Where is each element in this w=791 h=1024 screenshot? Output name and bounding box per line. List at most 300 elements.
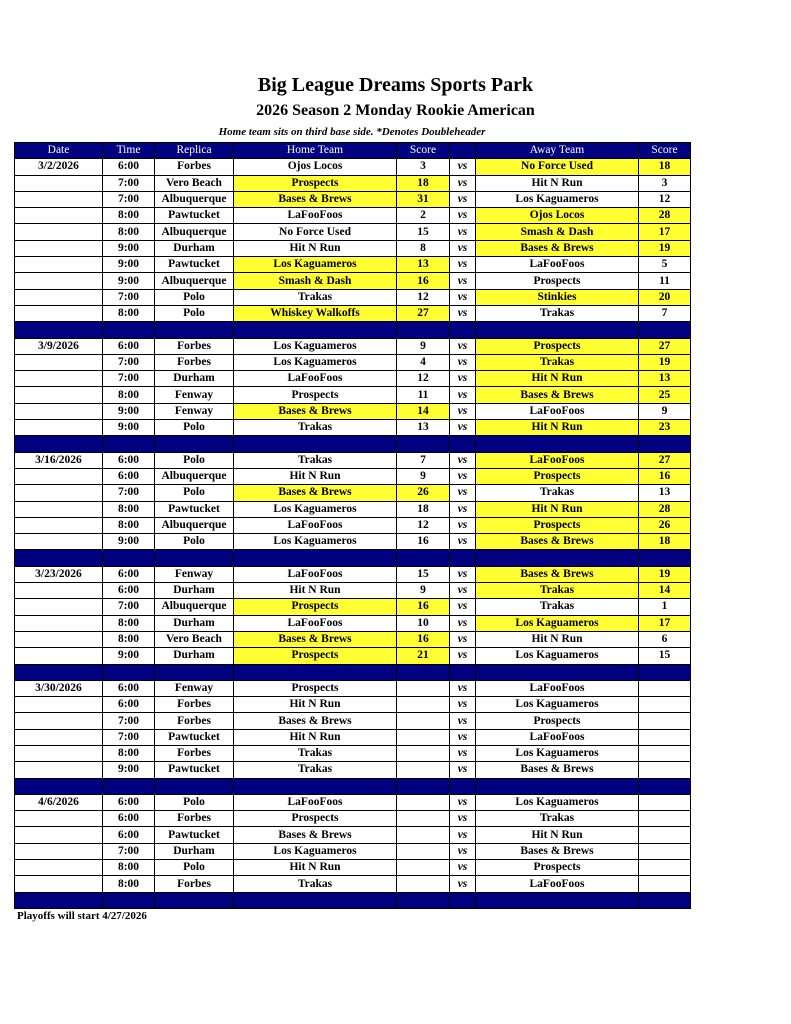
date-cell [15, 387, 103, 403]
replica-cell: Albuquerque [155, 468, 234, 484]
separator-cell [639, 664, 691, 680]
vs-cell: vs [450, 208, 476, 224]
away-score-cell: 14 [639, 583, 691, 599]
separator-cell [639, 550, 691, 566]
home-score-cell: 12 [397, 289, 450, 305]
vs-cell: vs [450, 876, 476, 892]
home-team-cell: Bases & Brews [234, 827, 397, 843]
replica-cell: Durham [155, 648, 234, 664]
home-score-cell: 9 [397, 583, 450, 599]
separator-cell [155, 892, 234, 908]
table-row [15, 257, 691, 273]
header-home-score: Score [397, 143, 450, 159]
away-team-cell: Bases & Brews [476, 566, 639, 582]
away-team-cell: Prospects [476, 468, 639, 484]
table-row [15, 517, 691, 533]
table-row [15, 697, 691, 713]
home-team-cell: Bases & Brews [234, 631, 397, 647]
date-cell [15, 224, 103, 240]
date-cell [15, 420, 103, 436]
away-score-cell [639, 680, 691, 696]
date-cell [15, 240, 103, 256]
home-score-cell: 18 [397, 501, 450, 517]
home-team-cell: LaFooFoos [234, 615, 397, 631]
table-row [15, 729, 691, 745]
separator-cell [234, 550, 397, 566]
home-score-cell: 12 [397, 517, 450, 533]
home-team-cell: No Force Used [234, 224, 397, 240]
home-score-cell: 4 [397, 354, 450, 370]
table-row [15, 159, 691, 175]
page-subtitle: 2026 Season 2 Monday Rookie American [256, 102, 535, 119]
separator-cell [450, 664, 476, 680]
away-team-cell: Los Kaguameros [476, 648, 639, 664]
away-score-cell: 19 [639, 566, 691, 582]
vs-cell: vs [450, 631, 476, 647]
replica-cell: Polo [155, 452, 234, 468]
vs-cell: vs [450, 843, 476, 859]
table-row [15, 501, 691, 517]
away-team-cell: Hit N Run [476, 175, 639, 191]
time-cell: 8:00 [103, 517, 155, 533]
vs-cell: vs [450, 566, 476, 582]
replica-cell: Durham [155, 240, 234, 256]
home-team-cell: LaFooFoos [234, 517, 397, 533]
time-cell: 6:00 [103, 468, 155, 484]
table-row [15, 208, 691, 224]
away-score-cell [639, 713, 691, 729]
time-cell: 8:00 [103, 860, 155, 876]
home-team-cell: Prospects [234, 648, 397, 664]
separator-cell [155, 664, 234, 680]
date-cell: 3/2/2026 [15, 159, 103, 175]
home-team-cell: Hit N Run [234, 860, 397, 876]
away-score-cell: 5 [639, 257, 691, 273]
time-cell: 9:00 [103, 403, 155, 419]
replica-cell: Albuquerque [155, 517, 234, 533]
home-team-cell: LaFooFoos [234, 794, 397, 810]
vs-cell: vs [450, 534, 476, 550]
home-score-cell: 15 [397, 566, 450, 582]
replica-cell: Fenway [155, 566, 234, 582]
away-team-cell: Bases & Brews [476, 534, 639, 550]
time-cell: 9:00 [103, 273, 155, 289]
away-score-cell: 7 [639, 305, 691, 321]
away-team-cell: Hit N Run [476, 631, 639, 647]
time-cell: 9:00 [103, 240, 155, 256]
replica-cell: Forbes [155, 354, 234, 370]
separator-cell [103, 550, 155, 566]
table-row [15, 794, 691, 810]
away-team-cell: Prospects [476, 713, 639, 729]
separator-cell [15, 550, 103, 566]
home-score-cell: 16 [397, 599, 450, 615]
away-score-cell [639, 843, 691, 859]
header-away-team: Away Team [476, 143, 639, 159]
date-cell: 4/6/2026 [15, 794, 103, 810]
table-row [15, 273, 691, 289]
home-score-cell: 27 [397, 305, 450, 321]
away-score-cell: 18 [639, 534, 691, 550]
vs-cell: vs [450, 811, 476, 827]
away-score-cell: 19 [639, 240, 691, 256]
away-score-cell [639, 811, 691, 827]
vs-cell: vs [450, 159, 476, 175]
date-cell: 3/30/2026 [15, 680, 103, 696]
home-score-cell: 8 [397, 240, 450, 256]
home-score-cell [397, 827, 450, 843]
away-score-cell: 25 [639, 387, 691, 403]
replica-cell: Fenway [155, 403, 234, 419]
home-team-cell: Los Kaguameros [234, 501, 397, 517]
separator-cell [103, 322, 155, 338]
home-score-cell: 9 [397, 468, 450, 484]
header-time: Time [103, 143, 155, 159]
away-team-cell: Los Kaguameros [476, 191, 639, 207]
away-team-cell: Ojos Locos [476, 208, 639, 224]
time-cell: 8:00 [103, 208, 155, 224]
date-cell [15, 208, 103, 224]
header-away-score: Score [639, 143, 691, 159]
separator-cell [234, 322, 397, 338]
time-cell: 8:00 [103, 501, 155, 517]
table-row [15, 224, 691, 240]
separator-cell [476, 550, 639, 566]
vs-cell: vs [450, 354, 476, 370]
time-cell: 6:00 [103, 680, 155, 696]
vs-cell: vs [450, 517, 476, 533]
home-score-cell: 12 [397, 371, 450, 387]
vs-cell: vs [450, 713, 476, 729]
home-score-cell: 21 [397, 648, 450, 664]
vs-cell: vs [450, 648, 476, 664]
home-score-cell: 11 [397, 387, 450, 403]
separator-cell [476, 436, 639, 452]
home-team-cell: Hit N Run [234, 240, 397, 256]
replica-cell: Fenway [155, 680, 234, 696]
separator-cell [234, 664, 397, 680]
replica-cell: Pawtucket [155, 729, 234, 745]
time-cell: 6:00 [103, 338, 155, 354]
time-cell: 7:00 [103, 485, 155, 501]
replica-cell: Albuquerque [155, 273, 234, 289]
replica-cell: Forbes [155, 876, 234, 892]
home-score-cell: 16 [397, 273, 450, 289]
separator-cell [397, 664, 450, 680]
separator-cell [234, 778, 397, 794]
separator-cell [639, 436, 691, 452]
time-cell: 6:00 [103, 811, 155, 827]
separator-cell [450, 778, 476, 794]
vs-cell: vs [450, 615, 476, 631]
away-team-cell: Los Kaguameros [476, 697, 639, 713]
table-row [15, 452, 691, 468]
table-row [15, 305, 691, 321]
page-title: Big League Dreams Sports Park [257, 74, 534, 96]
home-team-cell: Prospects [234, 387, 397, 403]
away-team-cell: Bases & Brews [476, 762, 639, 778]
table-row [15, 387, 691, 403]
table-row [15, 599, 691, 615]
table-row [15, 876, 691, 892]
table-row [15, 680, 691, 696]
home-team-cell: Prospects [234, 599, 397, 615]
table-row [15, 583, 691, 599]
vs-cell: vs [450, 501, 476, 517]
playoffs-note: Playoffs will start 4/27/2026 [17, 910, 147, 922]
away-team-cell: Los Kaguameros [476, 615, 639, 631]
separator-cell [639, 322, 691, 338]
time-cell: 8:00 [103, 876, 155, 892]
vs-cell: vs [450, 305, 476, 321]
away-team-cell: Stinkies [476, 289, 639, 305]
home-team-cell: Bases & Brews [234, 191, 397, 207]
separator-cell [397, 550, 450, 566]
separator-cell [450, 550, 476, 566]
away-team-cell: LaFooFoos [476, 257, 639, 273]
home-score-cell: 16 [397, 631, 450, 647]
away-score-cell [639, 745, 691, 761]
replica-cell: Durham [155, 371, 234, 387]
away-score-cell: 19 [639, 354, 691, 370]
away-team-cell: LaFooFoos [476, 403, 639, 419]
away-score-cell: 15 [639, 648, 691, 664]
home-team-cell: Hit N Run [234, 468, 397, 484]
header-vs [450, 143, 476, 159]
separator-cell [450, 892, 476, 908]
vs-cell: vs [450, 387, 476, 403]
date-cell [15, 599, 103, 615]
separator-cell [397, 892, 450, 908]
time-cell: 7:00 [103, 354, 155, 370]
schedule-body [15, 159, 691, 909]
home-team-cell: Ojos Locos [234, 159, 397, 175]
replica-cell: Durham [155, 583, 234, 599]
replica-cell: Pawtucket [155, 501, 234, 517]
date-cell [15, 468, 103, 484]
home-score-cell [397, 713, 450, 729]
away-score-cell [639, 794, 691, 810]
away-score-cell: 27 [639, 338, 691, 354]
home-score-cell [397, 860, 450, 876]
home-team-cell: Bases & Brews [234, 403, 397, 419]
away-team-cell: Bases & Brews [476, 387, 639, 403]
time-cell: 8:00 [103, 745, 155, 761]
home-score-cell: 18 [397, 175, 450, 191]
date-cell [15, 191, 103, 207]
time-cell: 8:00 [103, 631, 155, 647]
home-score-cell: 15 [397, 224, 450, 240]
away-team-cell: Trakas [476, 485, 639, 501]
table-row [15, 843, 691, 859]
table-row [15, 827, 691, 843]
away-team-cell: LaFooFoos [476, 452, 639, 468]
away-score-cell: 18 [639, 159, 691, 175]
away-score-cell: 20 [639, 289, 691, 305]
away-score-cell [639, 697, 691, 713]
separator-cell [639, 892, 691, 908]
home-team-cell: Prospects [234, 811, 397, 827]
home-score-cell: 3 [397, 159, 450, 175]
time-cell: 6:00 [103, 827, 155, 843]
time-cell: 9:00 [103, 534, 155, 550]
table-row [15, 615, 691, 631]
table-row [15, 811, 691, 827]
home-team-cell: Prospects [234, 175, 397, 191]
replica-cell: Forbes [155, 745, 234, 761]
replica-cell: Polo [155, 485, 234, 501]
home-team-cell: LaFooFoos [234, 371, 397, 387]
home-team-cell: Trakas [234, 745, 397, 761]
date-cell [15, 517, 103, 533]
vs-cell: vs [450, 371, 476, 387]
replica-cell: Polo [155, 534, 234, 550]
separator-cell [476, 664, 639, 680]
date-cell [15, 403, 103, 419]
replica-cell: Durham [155, 615, 234, 631]
date-cell: 3/9/2026 [15, 338, 103, 354]
separator-cell [15, 778, 103, 794]
header-row [15, 143, 691, 159]
separator-cell [476, 322, 639, 338]
away-score-cell [639, 876, 691, 892]
time-cell: 9:00 [103, 420, 155, 436]
home-score-cell: 7 [397, 452, 450, 468]
vs-cell: vs [450, 762, 476, 778]
time-cell: 8:00 [103, 305, 155, 321]
separator-cell [639, 778, 691, 794]
away-team-cell: Prospects [476, 338, 639, 354]
away-team-cell: Smash & Dash [476, 224, 639, 240]
table-row [15, 240, 691, 256]
time-cell: 7:00 [103, 843, 155, 859]
time-cell: 6:00 [103, 159, 155, 175]
separator-cell [103, 664, 155, 680]
separator-cell [103, 892, 155, 908]
away-team-cell: Hit N Run [476, 501, 639, 517]
replica-cell: Forbes [155, 338, 234, 354]
separator-cell [155, 778, 234, 794]
away-score-cell: 17 [639, 615, 691, 631]
date-cell [15, 843, 103, 859]
date-cell [15, 257, 103, 273]
date-cell [15, 729, 103, 745]
replica-cell: Albuquerque [155, 191, 234, 207]
separator-cell [397, 322, 450, 338]
home-score-cell [397, 843, 450, 859]
time-cell: 6:00 [103, 794, 155, 810]
separator-cell [476, 892, 639, 908]
time-cell: 6:00 [103, 583, 155, 599]
away-team-cell: Prospects [476, 517, 639, 533]
time-cell: 7:00 [103, 191, 155, 207]
away-team-cell: Los Kaguameros [476, 745, 639, 761]
date-cell [15, 860, 103, 876]
replica-cell: Polo [155, 289, 234, 305]
away-score-cell: 13 [639, 371, 691, 387]
home-team-cell: Trakas [234, 452, 397, 468]
table-row [15, 175, 691, 191]
table-row [15, 289, 691, 305]
vs-cell: vs [450, 273, 476, 289]
table-row [15, 191, 691, 207]
table-row [15, 371, 691, 387]
vs-cell: vs [450, 420, 476, 436]
time-cell: 6:00 [103, 566, 155, 582]
home-team-cell: Los Kaguameros [234, 257, 397, 273]
away-score-cell: 23 [639, 420, 691, 436]
replica-cell: Albuquerque [155, 224, 234, 240]
date-cell: 3/16/2026 [15, 452, 103, 468]
home-team-cell: Smash & Dash [234, 273, 397, 289]
away-score-cell: 28 [639, 208, 691, 224]
replica-cell: Forbes [155, 811, 234, 827]
replica-cell: Vero Beach [155, 631, 234, 647]
table-row [15, 745, 691, 761]
separator-cell [103, 778, 155, 794]
home-team-cell: Trakas [234, 289, 397, 305]
time-cell: 6:00 [103, 697, 155, 713]
away-score-cell: 12 [639, 191, 691, 207]
away-score-cell: 3 [639, 175, 691, 191]
date-cell [15, 827, 103, 843]
home-team-cell: Los Kaguameros [234, 338, 397, 354]
vs-cell: vs [450, 191, 476, 207]
away-score-cell [639, 860, 691, 876]
date-cell [15, 305, 103, 321]
away-score-cell [639, 827, 691, 843]
vs-cell: vs [450, 599, 476, 615]
time-cell: 7:00 [103, 713, 155, 729]
home-team-cell: Bases & Brews [234, 485, 397, 501]
time-cell: 6:00 [103, 452, 155, 468]
home-team-cell: LaFooFoos [234, 566, 397, 582]
header-home-team: Home Team [234, 143, 397, 159]
home-score-cell: 13 [397, 420, 450, 436]
week-separator [15, 322, 691, 338]
away-team-cell: LaFooFoos [476, 680, 639, 696]
home-score-cell [397, 762, 450, 778]
separator-cell [15, 664, 103, 680]
away-score-cell: 28 [639, 501, 691, 517]
home-team-cell: Hit N Run [234, 583, 397, 599]
home-score-cell: 26 [397, 485, 450, 501]
vs-cell: vs [450, 403, 476, 419]
away-team-cell: Trakas [476, 811, 639, 827]
date-cell [15, 485, 103, 501]
home-score-cell [397, 697, 450, 713]
home-score-cell: 14 [397, 403, 450, 419]
replica-cell: Forbes [155, 713, 234, 729]
table-row [15, 566, 691, 582]
separator-cell [15, 436, 103, 452]
separator-cell [155, 322, 234, 338]
table-row [15, 420, 691, 436]
separator-cell [476, 778, 639, 794]
date-cell [15, 501, 103, 517]
home-team-cell: Los Kaguameros [234, 843, 397, 859]
time-cell: 7:00 [103, 729, 155, 745]
vs-cell: vs [450, 257, 476, 273]
away-score-cell: 6 [639, 631, 691, 647]
home-score-cell: 10 [397, 615, 450, 631]
separator-cell [15, 892, 103, 908]
replica-cell: Polo [155, 420, 234, 436]
vs-cell: vs [450, 289, 476, 305]
home-team-cell: Los Kaguameros [234, 354, 397, 370]
vs-cell: vs [450, 680, 476, 696]
table-row [15, 485, 691, 501]
